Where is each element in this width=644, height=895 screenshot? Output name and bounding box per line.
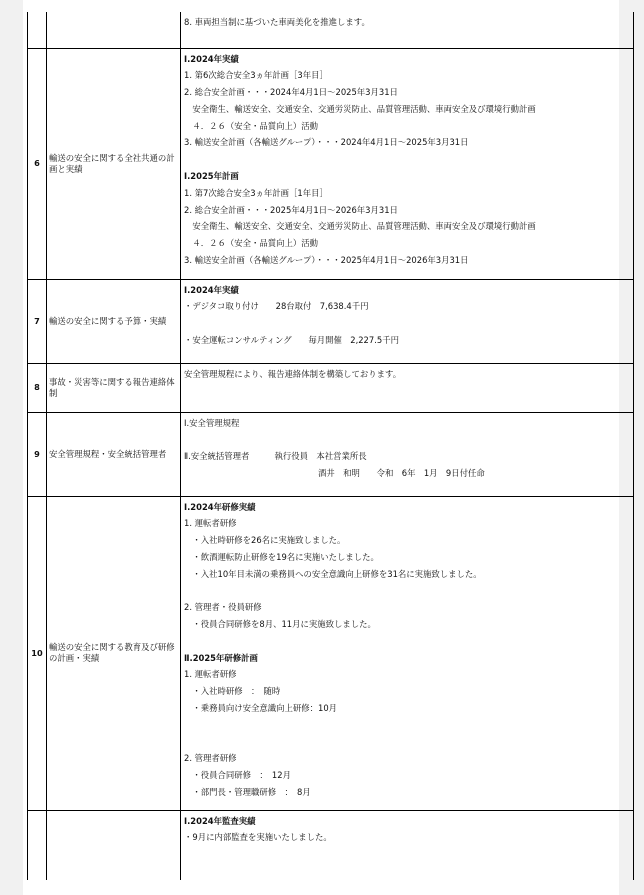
row-content bbox=[181, 412, 634, 496]
row-number bbox=[28, 12, 47, 48]
row-number bbox=[28, 810, 47, 880]
table-row bbox=[28, 363, 634, 412]
row-content bbox=[181, 48, 634, 279]
content-line: ・デジタコ取り付け 28台取付 7,638.4千円 bbox=[184, 301, 369, 312]
spacer bbox=[184, 734, 630, 751]
section-heading: Ⅰ.2024年実績 bbox=[184, 284, 239, 295]
content-line: 2. 総合安全計画・・・2025年4月1日～2026年3月31日 bbox=[184, 204, 398, 215]
row-number: 9 bbox=[28, 412, 47, 496]
content-line: 1. 運転者研修 bbox=[184, 669, 237, 680]
row-number: 10 bbox=[28, 496, 47, 810]
row-number: 6 bbox=[28, 48, 47, 279]
content-line: 2. 管理者研修 bbox=[184, 753, 237, 764]
content-line: 8. 車両担当制に基づいた車両美化を推進します。 bbox=[184, 17, 370, 27]
row-item-title: 輸送の安全に関する全社共通の計画と実績 bbox=[47, 48, 181, 279]
content-line: 3. 輸送安全計画（各輸送グループ）・・・2025年4月1日～2026年3月31日 bbox=[184, 255, 469, 266]
table-row bbox=[28, 12, 634, 48]
content-line: ・役員合同研修 ： 12月 bbox=[184, 770, 291, 781]
section-heading: Ⅰ.2024年監査実績 bbox=[184, 815, 256, 826]
content-line: 2. 管理者・役員研修 bbox=[184, 602, 262, 613]
content-line: ・部門長・管理職研修 ： 8月 bbox=[184, 787, 311, 798]
content-line: 安全衛生、輸送安全、交通安全、交通労災防止、品質管理活動、車両安全及び環境行動計画 bbox=[184, 103, 536, 114]
row-item-title: 安全管理規程・安全統括管理者 bbox=[47, 412, 181, 496]
row-number: 7 bbox=[28, 279, 47, 363]
content-line: 酒井 和明 令和 6年 1月 9日付任命 bbox=[184, 467, 485, 478]
content-line: ・乗務員向け安全意識向上研修：10月 bbox=[184, 703, 338, 714]
row-item-title bbox=[47, 12, 181, 48]
section-heading: Ⅰ.2025年計画 bbox=[184, 171, 239, 182]
content-line: ・安全運転コンサルティング 毎月開催 2,227.5千円 bbox=[184, 334, 399, 345]
table-row bbox=[28, 496, 634, 810]
row-content bbox=[181, 810, 634, 880]
row-content bbox=[181, 363, 634, 412]
spacer bbox=[184, 717, 630, 734]
spacer bbox=[184, 582, 630, 599]
content-line: ・9月に内部監査を実施いたしました。 bbox=[184, 832, 332, 843]
content-line: ４．２６（安全・品質向上）活動 bbox=[184, 238, 318, 249]
row-content bbox=[181, 12, 634, 48]
content-line: 安全衛生、輸送安全、交通安全、交通労災防止、品質管理活動、車両安全及び環境行動計画 bbox=[184, 221, 536, 232]
content-line: Ⅰ.安全管理規程 bbox=[184, 417, 240, 428]
section-heading: Ⅰ.2024年研修実績 bbox=[184, 501, 256, 512]
content-line: 1. 運転者研修 bbox=[184, 518, 237, 529]
table-row bbox=[28, 810, 634, 880]
section-heading: Ⅱ.2025年研修計画 bbox=[184, 652, 258, 663]
row-content bbox=[181, 496, 634, 810]
row-content bbox=[181, 279, 634, 363]
content-line: ・役員合同研修を8月、11月に実施致しました。 bbox=[184, 619, 376, 630]
content-line: ・入社10年目未満の乗務員への安全意識向上研修を31名に実施致しました。 bbox=[184, 568, 482, 579]
content-line: 1. 第7次総合安全3ヵ年計画［1年目］ bbox=[184, 187, 328, 198]
section-heading: Ⅰ.2024年実績 bbox=[184, 53, 239, 64]
content-line: 2. 総合安全計画・・・2024年4月1日～2025年3月31日 bbox=[184, 87, 398, 98]
row-item-title: 輸送の安全に関する予算・実績 bbox=[47, 279, 181, 363]
spacer bbox=[184, 151, 630, 168]
spacer bbox=[184, 633, 630, 650]
content-line: 3. 輸送安全計画（各輸送グループ）・・・2024年4月1日～2025年3月31日 bbox=[184, 137, 469, 148]
content-line: Ⅱ.安全統括管理者 執行役員 本社営業所長 bbox=[184, 451, 367, 462]
spacer bbox=[184, 431, 630, 448]
content-line: ・入社時研修を26名に実施致しました。 bbox=[184, 535, 346, 546]
row-item-title: 輸送の安全に関する教育及び研修の計画・実績 bbox=[47, 496, 181, 810]
row-item-title: 事故・災害等に関する報告連絡体制 bbox=[47, 363, 181, 412]
row-item-title bbox=[47, 810, 181, 880]
row-number: 8 bbox=[28, 363, 47, 412]
content-line: ４．２６（安全・品質向上）活動 bbox=[184, 120, 318, 131]
content-line: ・入社時研修 ： 随時 bbox=[184, 686, 281, 697]
content-line: 1. 第6次総合安全3ヵ年計画［3年目］ bbox=[184, 70, 328, 81]
content-line: 安全管理規程により、報告連絡体制を構築しております。 bbox=[184, 368, 402, 379]
table-row bbox=[28, 279, 634, 363]
content-line: ・飲酒運転防止研修を19名に実施いたしました。 bbox=[184, 551, 379, 562]
table-row bbox=[28, 48, 634, 279]
table-row bbox=[28, 412, 634, 496]
spacer bbox=[184, 315, 630, 332]
safety-info-table bbox=[27, 12, 634, 880]
